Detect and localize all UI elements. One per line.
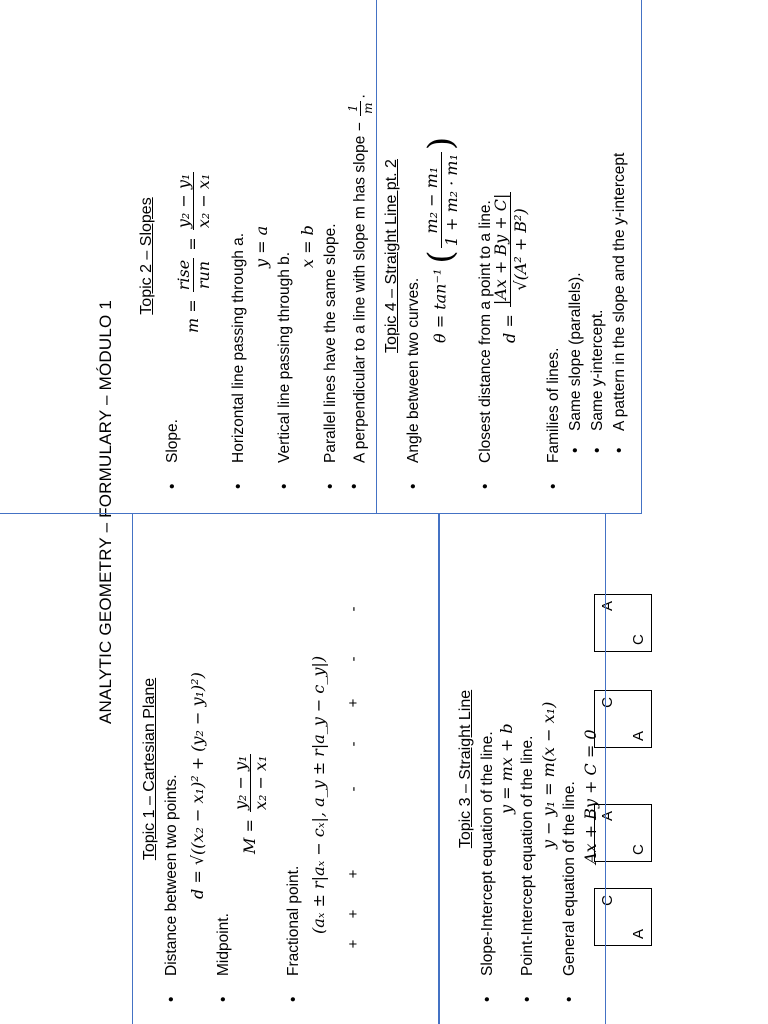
- sign-8: -: [345, 606, 362, 612]
- midpoint-formula: [231, 752, 270, 854]
- sign-5: -: [345, 741, 362, 747]
- slope-lhs: m =: [183, 299, 202, 333]
- sign-1: +: [345, 939, 362, 949]
- page-title: ANALYTIC GEOMETRY – FORMULARY – MÓDULO 1: [96, 300, 115, 724]
- topic1-panel: [132, 513, 440, 1024]
- topic3-title: Topic 3 – Straight Line: [457, 689, 474, 849]
- rise-text: rise: [174, 259, 193, 291]
- midpoint-numerator: y₂ − y₁: [231, 755, 250, 811]
- angle-denominator: 1 + m₂ · m₁: [441, 154, 461, 247]
- vertical-formula: x = b: [298, 225, 317, 268]
- rise-run-fraction: [174, 258, 213, 292]
- distance-formula: d = √((x₂ − x₁)² + (y₂ − y₁)²): [188, 672, 207, 899]
- sign-7: -: [345, 656, 362, 662]
- slope-points-fraction: [174, 172, 213, 230]
- slope-label: • Slope.: [164, 419, 182, 463]
- perp-denominator: m: [361, 102, 375, 114]
- slope-formula: [174, 170, 213, 333]
- quadrant-1-a: A: [630, 928, 647, 939]
- midpoint-fraction: [231, 754, 270, 812]
- point-line-distance-numerator: |Ax + By + C|: [491, 193, 510, 306]
- horizontal-label: • Horizontal line passing through a.: [230, 233, 248, 463]
- perp-period: .: [351, 94, 369, 99]
- family-item-same-intercept: • Same y-intercept.: [589, 310, 607, 431]
- point-line-distance-lhs: d =: [500, 314, 519, 343]
- midpoint-lhs: M =: [240, 819, 259, 854]
- sign-6: +: [345, 698, 362, 708]
- general-formula: Ax + By + C = 0: [581, 729, 600, 864]
- quadrant-4-a: C: [630, 634, 647, 645]
- point-intercept-label: • Point-Intercept equation of the line.: [519, 736, 537, 976]
- angle-formula: θ = tan⁻¹ ( m₂ − m₁ 1 + m₂ · m₁ ): [421, 136, 461, 343]
- point-line-distance-denominator: √(A² + B²): [511, 208, 530, 291]
- midpoint-label: • Midpoint.: [215, 913, 233, 976]
- point-line-distance-fraction: [491, 192, 530, 308]
- run-text: run: [194, 260, 213, 290]
- topic4-title: Topic 4 – Straight Line pt. 2: [383, 159, 400, 353]
- fractional-formula: (aₓ ± r|aₓ − cₓ|, a_y ± r|a_y − c_y|): [309, 655, 328, 934]
- topic3-panel: [438, 513, 606, 1024]
- sign-2: +: [345, 909, 362, 919]
- quadrant-2-b: A: [599, 811, 616, 822]
- parallel-label: • Parallel lines have the same slope.: [322, 223, 340, 463]
- topic1-title: Topic 1 – Cartesian Plane: [141, 677, 158, 861]
- quadrant-3-a: A: [630, 730, 647, 741]
- midpoint-denominator: x₂ − x₁: [251, 755, 270, 811]
- topic2-title: Topic 2 – Slopes: [138, 197, 155, 315]
- sign-4: -: [345, 786, 362, 792]
- angle-label: • Angle between two curves.: [405, 278, 423, 463]
- topic2-panel: [0, 0, 377, 514]
- angle-lhs: θ = tan⁻¹: [430, 268, 450, 343]
- family-item-pattern: • A pattern in the slope and the y-intercept: [611, 153, 629, 431]
- horizontal-formula: y = a: [252, 225, 271, 268]
- slope-intercept-formula: y = mx + b: [497, 723, 516, 814]
- slope-denominator: x₂ − x₁: [194, 173, 213, 229]
- angle-numerator: m₂ − m₁: [422, 152, 442, 248]
- topic4-panel: [376, 0, 642, 514]
- family-item-parallels: • Same slope (parallels).: [567, 272, 585, 431]
- quadrant-2-a: C: [630, 844, 647, 855]
- perpendicular-label: [346, 94, 375, 463]
- quadrant-4-b: A: [599, 601, 616, 612]
- vertical-label: • Vertical line passing through b.: [276, 252, 294, 463]
- perpendicular-text: A perpendicular to a line with slope m has slope −: [351, 122, 369, 463]
- quadrant-1-b: C: [599, 895, 616, 906]
- fractional-label: • Fractional point.: [285, 866, 303, 976]
- general-label: • General equation of the line.: [561, 781, 579, 976]
- families-label: • Families of lines.: [545, 348, 563, 463]
- angle-fraction: [422, 152, 461, 248]
- distance-label: • Distance between two points.: [163, 774, 181, 976]
- point-line-distance-label: • Closest distance from a point to a line.: [477, 200, 495, 463]
- sign-3: +: [345, 869, 362, 879]
- perpendicular-fraction: [346, 101, 375, 116]
- slope-intercept-label: • Slope-Intercept equation of the line.: [479, 731, 497, 976]
- perp-numerator: 1: [346, 101, 361, 116]
- slope-numerator: y₂ − y₁: [174, 173, 193, 229]
- slope-equals: =: [183, 237, 202, 251]
- point-intercept-formula: y − y₁ = m(x − x₁): [539, 701, 558, 849]
- quadrant-3-b: C: [599, 697, 616, 708]
- point-line-distance-formula: [491, 190, 530, 343]
